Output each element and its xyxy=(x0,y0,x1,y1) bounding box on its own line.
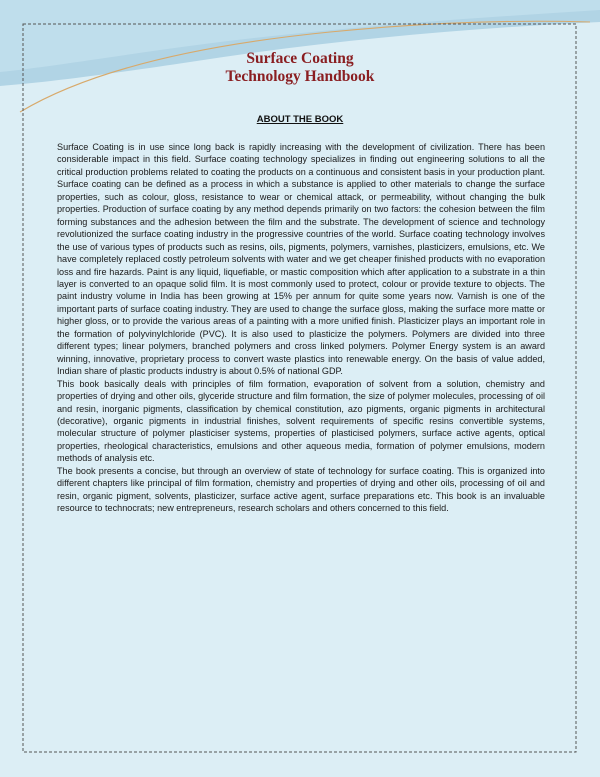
book-title-line2: Technology Handbook xyxy=(225,68,375,85)
book-description xyxy=(57,141,545,515)
book-title-line1: Surface Coating xyxy=(246,50,354,67)
paragraph: Surface Coating is in use since long back is rapidly increasing with the development of civilization. There has been considerable impact in this field. Surface coating technology specializes in finding out engineering solutions to all the critical production problems related to coating the products on a continuous and consistent basis in your production plant. Surface coating can be defined as a process in which a substance is applied to other materials to change the surface properties, such as colour, gloss, resistance to wear or chemical attack, or permeability, without changing the bulk properties. Production of surface coating by any method depends primarily on two factors: the cohesion between the film forming substances and the adhesion between the film and the substrate. The development of science and technology revolutionized the surface coating industry in the progressive countries of the world. Surface coating technology involves the use of various types of products such as resins, oils, pigments, polymers, varnishes, plasticizers, emulsions, etc. We have completely replaced costly petroleum solvents with water and we get cheaper finished products with no evaporation loss and fire hazards. Paint is any liquid, liquefiable, or mastic composition which after application to a substrate in a thin layer is converted to an opaque solid film. It is most commonly used to protect, colour or provide texture to objects. The paint industry volume in India has been growing at 15% per annum for quite some years now. Varnish is one of the important parts of surface coating industry. They are used to change the surface gloss, making the surface more matte or higher gloss, or to provide the various areas of a painting with a more unified finish. Plasticizer plays an important role in the formation of polyvinylchloride (PVC). It is also used to plasticize the polymers. Polymers are divided into three different types; linear polymers, branched polymers and cross linked polymers. Polymer Energy system is an award winning, innovative, proprietary process to convert waste plastics into renewable energy. On the basis of value added, Indian share of plastic products industry is about 0.5% of national GDP. xyxy=(57,142,545,377)
paragraph: This book basically deals with principles of film formation, evaporation of solvent from a solution, chemistry and properties of drying and other oils, glyceride structure and film formation, the size of polymer molecules, processing of oil and resin, inorganic pigments, classification by chemical constitution, azo pigments, organic pigments in architectural (decorative), organic pigments in industrial finishes, solvent requirements of specific resins convertible systems, molecular structure of polymer plasticiser systems, properties of plasticised polymers, surface active agents, optical properties, rheological characteristics, emulsions and other aqueous media, formation of polymer emulsions, modern methods of analysis etc. xyxy=(57,378,545,464)
section-heading: ABOUT THE BOOK xyxy=(256,114,344,125)
paragraph: The book presents a concise, but through an overview of state of technology for surface coating. This is organized into different chapters like principal of film formation, chemistry and properties of drying and other oils, processing of oil and resin, organic pigment, solvents, plasticizer, surface active agent, surface preparations etc. This book is an invaluable resource to technocrats; new entrepreneurs, research scholars and others concerned to this field. xyxy=(57,465,545,514)
